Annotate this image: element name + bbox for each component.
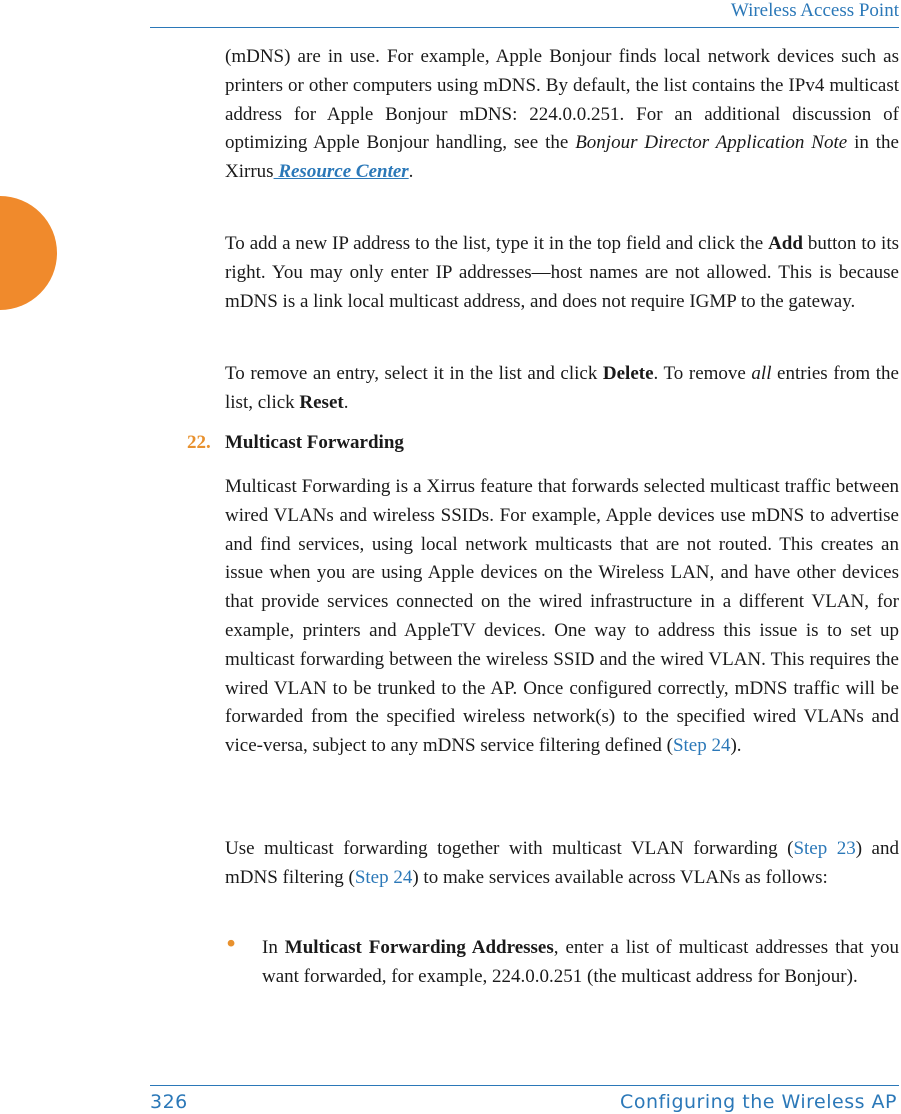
header-rule: [150, 27, 899, 28]
bullet-item-forwarding-addresses: [262, 934, 899, 992]
para5-text-1: Use multicast forwarding together with multicast VLAN forwarding (: [225, 838, 794, 859]
para3-text-4: .: [343, 391, 349, 413]
paragraph-mdns-intro: [225, 43, 899, 187]
para1-text-2: in the Xirrus: [225, 132, 899, 183]
bonjour-director-note-title: Bonjour Director Application Note: [575, 132, 848, 154]
emphasis-all: all: [751, 363, 772, 384]
step-24-link[interactable]: Step 24: [672, 735, 731, 757]
resource-center-link[interactable]: Resource Center: [273, 161, 409, 183]
footer-chapter-title: Configuring the Wireless AP: [620, 1091, 897, 1113]
paragraph-multicast-forwarding: [225, 473, 899, 761]
paragraph-add-ip: [225, 230, 899, 316]
para3-text-1: To remove an entry, select it in the list and click: [225, 363, 603, 384]
para1-text-1: (mDNS) are in use. For example, Apple Bonjour finds local network devices such as printers or other computers using mDNS. By default, the list contains the IPv4 multicast address for Apple Bonjour mDNS: 224.0.0.251. For an additional discussion of optimizing Apple Bonjour handling, see the: [225, 46, 899, 154]
para4-text-1: Multicast Forwarding is a Xirrus feature that forwards selected multicast traffic between wired VLANs and wireless SSIDs. For example, Apple devices use mDNS to advertise and find services, using local network multicasts that are not routed. This creates an issue when you are using Apple devices on the Wireless LAN, and have other devices that provide services connected on the wired infrastructure in a different VLAN, for example, printers and AppleTV devices. One way to address this issue is to set up multicast forwarding between the wireless SSID and the wired VLAN. This requires the wired VLAN to be trunked to the AP. Once configured correctly, mDNS traffic will be forwarded from the specified wireless network(s) to the specified wired VLANs and vice-versa, subject to any mDNS service filtering defined (: [225, 476, 899, 757]
para1-text-3: .: [408, 161, 414, 183]
para5-text-2: ) and mDNS filtering (: [225, 838, 899, 888]
delete-button-label: Delete: [602, 363, 654, 384]
step-23-link[interactable]: Step 23: [793, 838, 856, 859]
step-24-link-2[interactable]: Step 24: [354, 866, 413, 888]
paragraph-use-multicast: [225, 835, 899, 893]
para4-text-2: ).: [730, 735, 742, 757]
field-name-multicast-forwarding-addresses: Multicast Forwarding Addresses: [284, 937, 554, 958]
para3-text-2: . To remove: [653, 363, 752, 384]
reset-button-label: Reset: [299, 391, 344, 413]
step-number: 22.: [187, 432, 211, 453]
para2-text-2: button to its right. You may only enter IP addresses—host names are not allowed. This is because mDNS is a link local multicast address, and does not require IGMP to the gateway.: [225, 233, 899, 312]
footer-rule: [150, 1085, 899, 1086]
step-title: Multicast Forwarding: [225, 432, 404, 453]
chapter-tab-marker: [0, 196, 57, 310]
para2-text-1: To add a new IP address to the list, type it in the top field and click the: [225, 233, 769, 254]
paragraph-remove-entry: [225, 360, 899, 418]
add-button-label: Add: [768, 233, 803, 254]
page-number: 326: [150, 1091, 188, 1113]
para5-text-3: ) to make services available across VLANs as follows:: [412, 866, 828, 888]
bullet-text-2: , enter a list of multicast addresses that you want forwarded, for example, 224.0.0.251 (the multicast address for Bonjour).: [262, 937, 900, 987]
bullet-text-1: In: [262, 937, 285, 958]
running-header-title: Wireless Access Point: [730, 0, 899, 21]
bullet-marker: •: [225, 933, 238, 955]
para3-text-3: entries from the list, click: [225, 363, 899, 413]
